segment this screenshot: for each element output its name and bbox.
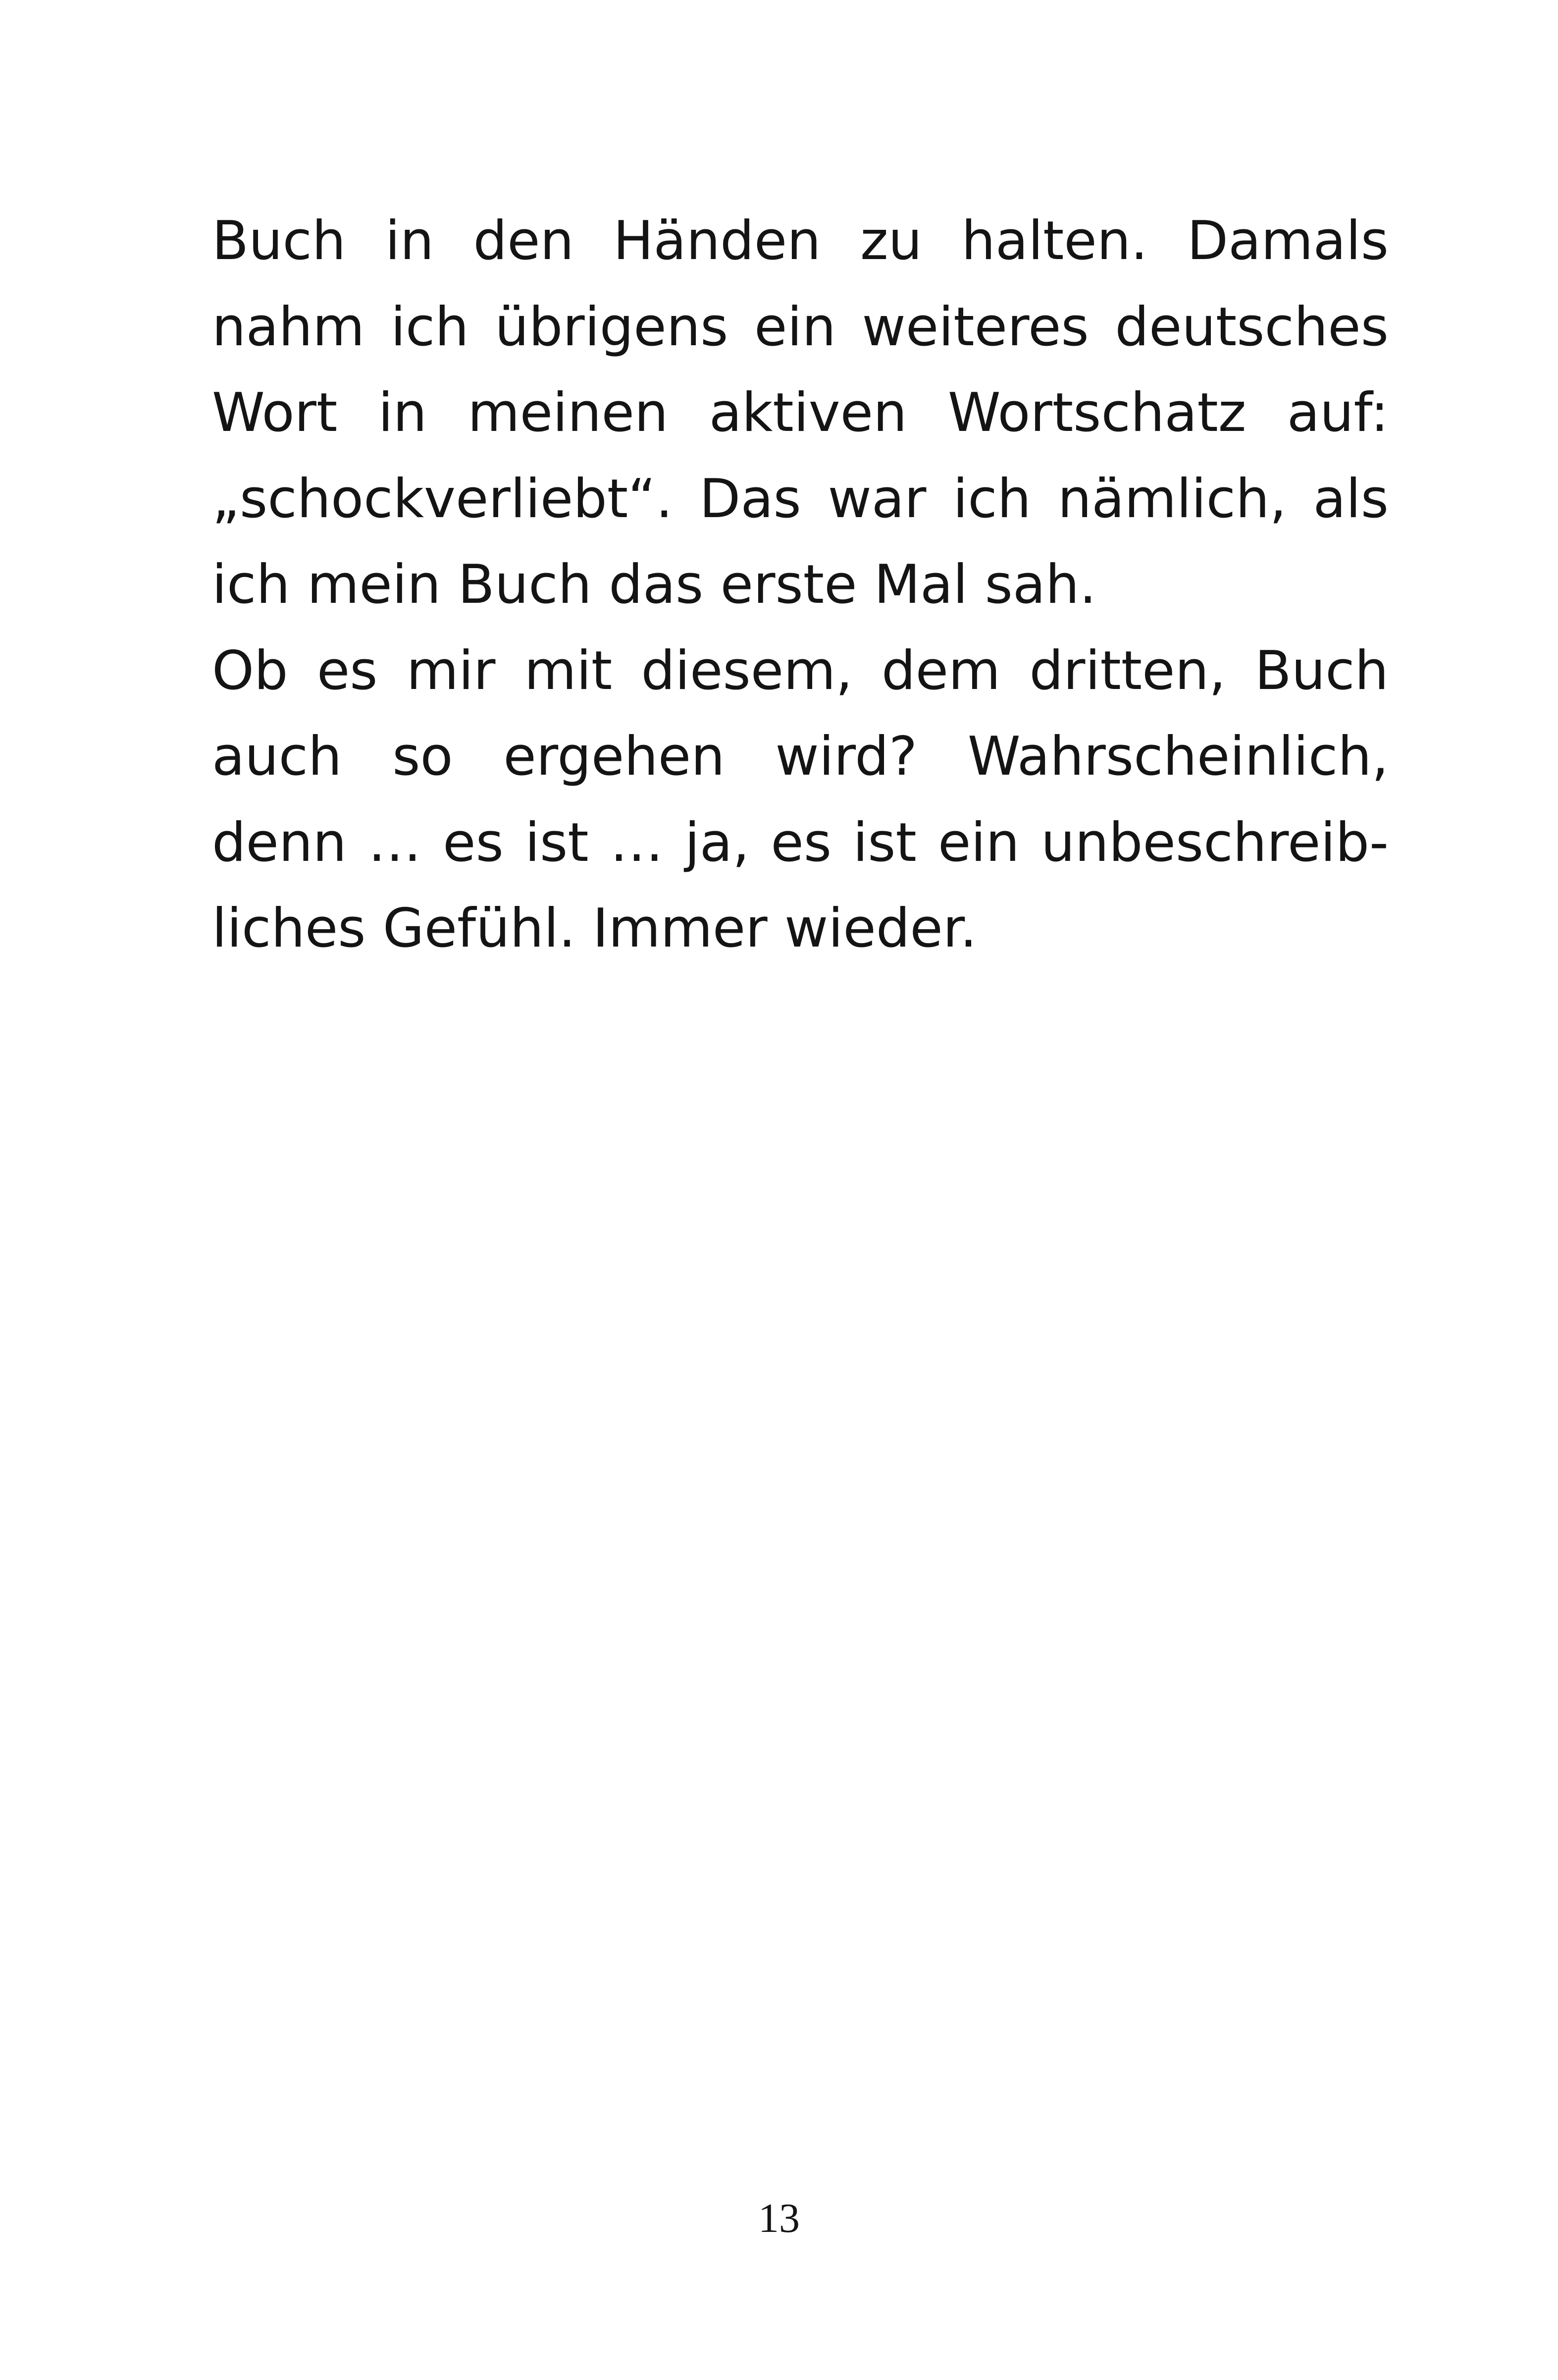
paragraph-2: [212, 628, 1389, 972]
text-line: liches Gefühl. Immer wieder.: [212, 898, 977, 959]
page-number: 13: [758, 2195, 800, 2241]
text-line: Wort in meinen aktiven Wortschatz auf:: [212, 382, 1389, 444]
text-line: denn … es ist … ja, es ist ein unbeschreib-: [212, 811, 1389, 874]
text-line: Ob es mir mit diesem, dem dritten, Buch: [212, 639, 1389, 702]
text-line: „schockverliebt“. Das war ich nämlich, als: [212, 468, 1389, 530]
body-text: [212, 198, 1389, 972]
text-line: ich mein Buch das erste Mal sah.: [212, 554, 1096, 616]
text-line: Buch in den Händen zu halten. Damals: [212, 210, 1389, 272]
paragraph-1: [212, 198, 1389, 628]
text-line: nahm ich übrigens ein weiteres deutsches: [212, 296, 1389, 358]
text-line: auch so ergehen wird? Wahrscheinlich,: [212, 726, 1389, 788]
